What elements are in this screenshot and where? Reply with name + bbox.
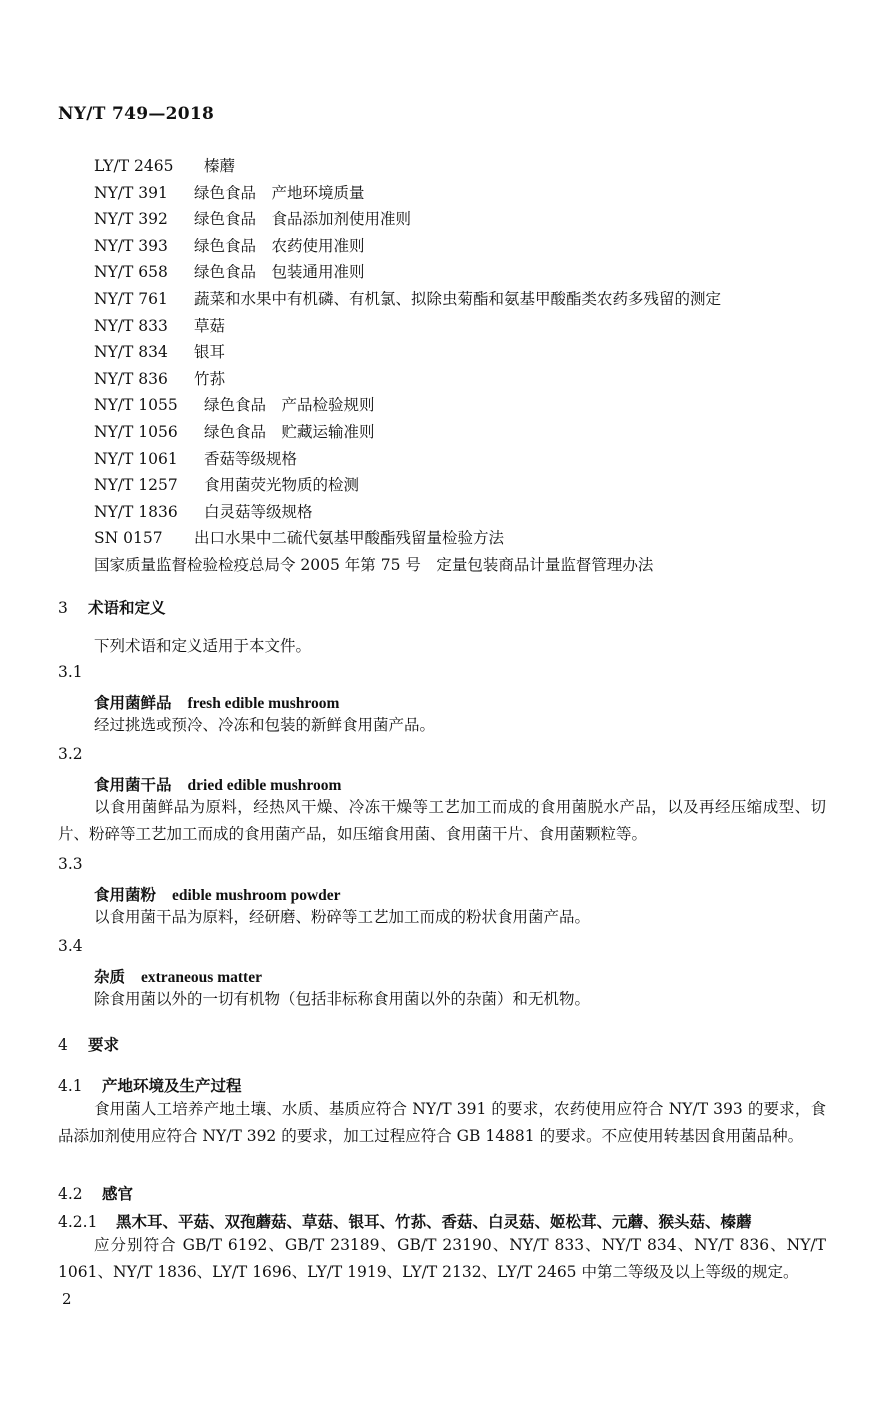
reference-code: NY/T 392: [94, 210, 168, 229]
reference-code: LY/T 2465: [94, 157, 174, 175]
term-en: extraneous matter: [141, 969, 262, 986]
term-en: fresh edible mushroom: [187, 695, 340, 712]
section-4-1-text: 食用菌人工培养产地土壤、水质、基质应符合 NY/T 391 的要求，农药使用应符合 NY/T 393 的要求，食品添加剂使用应符合 NY/T 392 的要求，加工过程应符合 GB 14881 的要求。不应使用转基因食用菌品种。: [58, 1100, 826, 1145]
reference-title: 蔬菜和水果中有机磷、有机氯、拟除虫菊酯和氨基甲酸酯类农药多残留的测定: [194, 290, 722, 308]
term-definition: 以食用菌鲜品为原料，经热风干燥、冷冻干燥等工艺加工而成的食用菌脱水产品，以及再经压缩成型、切片、粉碎等工艺加工而成的食用菌产品，如压缩食用菌、食用菌干片、食用菌颗粒等。: [58, 798, 826, 843]
reference-title: 白灵菇等级规格: [204, 502, 313, 521]
term-definition: 除食用菌以外的一切有机物（包括非标称食用菌以外的杂菌）和无机物。: [94, 990, 591, 1008]
reference-code: SN 0157: [94, 529, 163, 548]
section-4-2-1-text: 应分别符合 GB/T 6192、GB/T 23189、GB/T 23190、NY/T 833、NY/T 834、NY/T 836、NY/T 1061、NY/T 1836、LY/T 1696、LY/T 1919、LY/T 2132、LY/T 2465 中第二等级及以上等级的规定。: [58, 1236, 826, 1281]
reference-code: NY/T 1061: [94, 449, 178, 468]
term-number: 3.1: [58, 663, 83, 681]
section-number: 4.1: [58, 1077, 83, 1095]
reference-title: 食用菌荧光物质的检测: [204, 476, 360, 495]
term-number: 3.2: [58, 745, 83, 763]
term-en: edible mushroom powder: [172, 887, 341, 904]
term-name: [94, 883, 341, 905]
reference-title: 绿色食品 包装通用准则: [194, 263, 365, 282]
term-name: [94, 773, 341, 795]
reference-code: NY/T 391: [94, 183, 168, 202]
section-3-heading: [58, 596, 166, 618]
reference-item: [94, 502, 313, 522]
term-en: dried edible mushroom: [187, 777, 342, 794]
reference-item: [94, 316, 225, 336]
reference-item: [94, 528, 504, 548]
reference-last: 国家质量监督检验检疫总局令 2005 年第 75 号 定量包装商品计量监督管理办法: [94, 556, 654, 574]
reference-code: NY/T 1836: [94, 502, 178, 521]
reference-item: [94, 369, 225, 389]
term-zh: 食用菌粉: [94, 885, 157, 904]
reference-title: 绿色食品 农药使用准则: [194, 236, 365, 255]
section-number: 3: [58, 599, 68, 617]
section-title: 产地环境及生产过程: [102, 1076, 242, 1095]
reference-item: [94, 183, 365, 203]
term-name: [94, 691, 339, 713]
section-title: 要求: [88, 1035, 120, 1054]
reference-item: [94, 342, 225, 362]
reference-title: 绿色食品 食品添加剂使用准则: [194, 210, 412, 229]
reference-title: 竹荪: [194, 369, 226, 388]
reference-item: [94, 449, 297, 469]
section-4-1-heading: [58, 1074, 242, 1096]
reference-item: [94, 236, 365, 256]
reference-item: [94, 289, 721, 309]
reference-title: 出口水果中二硫代氨基甲酸酯残留量检验方法: [194, 529, 505, 548]
reference-title: 草菇: [194, 316, 226, 335]
section-title: 感官: [102, 1184, 134, 1203]
page-number: 2: [62, 1290, 72, 1308]
reference-title: 银耳: [194, 343, 226, 362]
term-zh: 食用菌干品: [94, 775, 172, 794]
term-number: 3.3: [58, 855, 83, 873]
reference-code: NY/T 836: [94, 369, 168, 388]
section-title: 术语和定义: [88, 598, 166, 617]
reference-code: NY/T 393: [94, 236, 168, 255]
reference-item: [94, 422, 375, 442]
section-4-heading: [58, 1033, 119, 1055]
reference-code: NY/T 833: [94, 316, 168, 335]
reference-title: 榛蘑: [204, 157, 236, 175]
standard-header: NY/T 749—2018: [58, 104, 215, 124]
reference-title: 绿色食品 贮藏运输准则: [204, 423, 375, 441]
term-definition: 以食用菌干品为原料，经研磨、粉碎等工艺加工而成的粉状食用菌产品。: [94, 908, 591, 926]
reference-code: NY/T 658: [94, 263, 168, 282]
reference-item: [94, 395, 375, 415]
term-definition: 经过挑选或预冷、冷冻和包装的新鲜食用菌产品。: [94, 716, 436, 734]
reference-item: [94, 262, 365, 282]
term-name: [94, 965, 262, 987]
section-number: 4.2: [58, 1185, 83, 1203]
section-number: 4.2.1: [58, 1213, 98, 1231]
reference-item: [94, 475, 359, 495]
reference-title: 香菇等级规格: [204, 449, 298, 468]
section-4-2-1-heading: [58, 1210, 752, 1232]
section-number: 4: [58, 1036, 68, 1054]
reference-title: 绿色食品 产地环境质量: [194, 183, 365, 202]
term-number: 3.4: [58, 937, 83, 955]
reference-code: NY/T 1055: [94, 396, 178, 415]
reference-title: 绿色食品 产品检验规则: [204, 396, 375, 415]
reference-item: [94, 156, 235, 176]
reference-item: [94, 209, 411, 229]
section-3-intro: 下列术语和定义适用于本文件。: [94, 637, 312, 655]
reference-code: NY/T 834: [94, 343, 168, 362]
term-zh: 食用菌鲜品: [94, 693, 172, 712]
reference-code: NY/T 1257: [94, 476, 178, 495]
section-title: 黑木耳、平菇、双孢蘑菇、草菇、银耳、竹荪、香菇、白灵菇、姬松茸、元蘑、猴头菇、榛蘑: [116, 1212, 752, 1231]
term-zh: 杂质: [94, 967, 126, 986]
reference-code: NY/T 761: [94, 290, 168, 308]
reference-code: NY/T 1056: [94, 423, 178, 441]
section-4-2-heading: [58, 1182, 133, 1204]
